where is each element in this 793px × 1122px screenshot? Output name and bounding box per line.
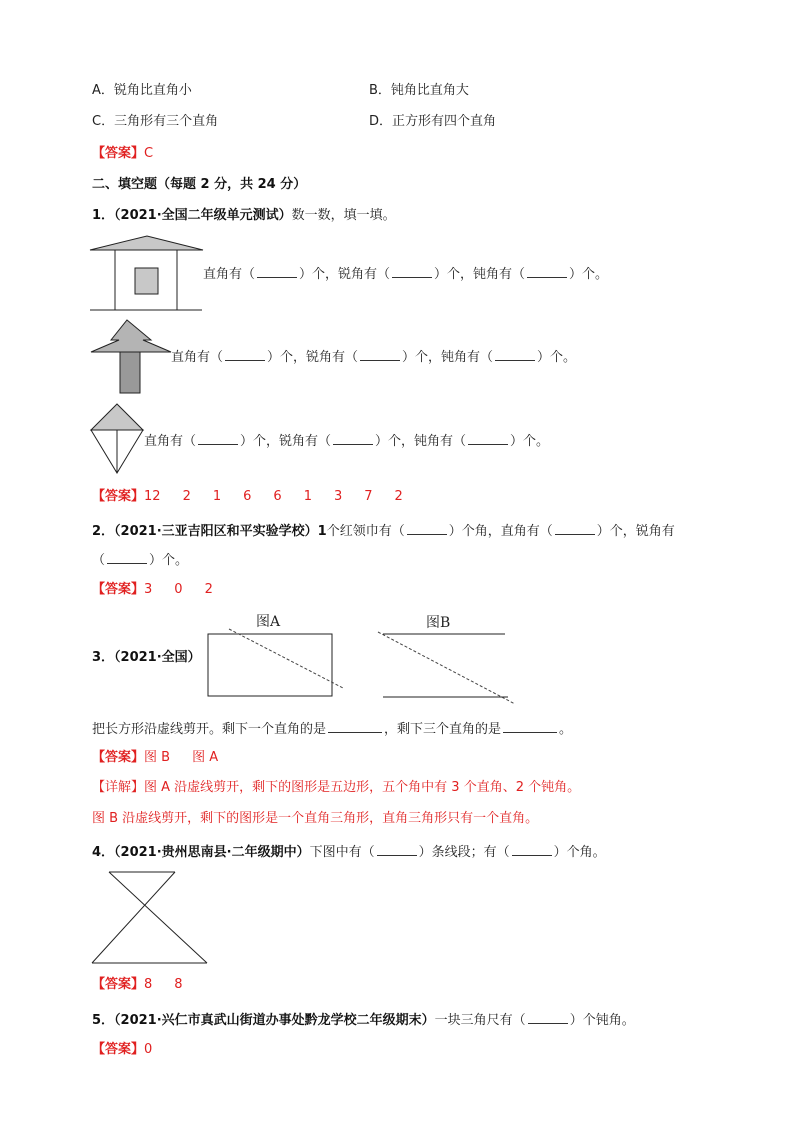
answer-value: 0 [144, 1042, 153, 1057]
q4-line [92, 843, 606, 861]
q2-number: 2． [92, 524, 115, 539]
answer-tag: 【答案】 [92, 146, 145, 161]
q1-answer [92, 489, 403, 505]
hourglass-diag-2 [92, 872, 175, 963]
q2-text: ）个。 [149, 553, 189, 568]
q2-source: （2021·三亚吉阳区和平实验学校） [114, 524, 318, 539]
q4-number: 4． [92, 845, 115, 860]
answer-tag: 【答案】 [92, 750, 145, 765]
q1-number: 1． [92, 208, 115, 223]
q2-text: （ [92, 553, 106, 568]
blank-field[interactable] [555, 522, 595, 535]
answer-value: 8 [144, 977, 153, 992]
q3-number: 3． [92, 650, 115, 665]
q5-text: 一块三角尺有（ [434, 1013, 526, 1028]
q4-text: ）条线段；有（ [418, 845, 510, 860]
q5-line [92, 1011, 635, 1029]
choice-letter: C． [92, 114, 115, 129]
choice-text: 钝角比直角大 [390, 83, 469, 98]
choice-text: 锐角比直角小 [113, 83, 192, 98]
answer-value: 1 [303, 489, 312, 504]
kite-top [91, 404, 143, 430]
answer-value: 2 [182, 489, 191, 504]
answer-value: 2 [394, 489, 403, 504]
answer-tag: 【答案】 [92, 1042, 145, 1057]
q4-text: ）个角。 [553, 845, 606, 860]
blank-field[interactable] [225, 348, 265, 361]
q3-text: 。 [559, 722, 573, 737]
q1-text: ）个，钝角有（ [375, 434, 467, 449]
q5-number: 5． [92, 1013, 115, 1028]
blank-field[interactable] [257, 265, 297, 278]
q1-text: ）个，钝角有（ [434, 267, 526, 282]
q2-line2 [92, 551, 188, 569]
blank-field[interactable] [377, 843, 417, 856]
q3-text: 把长方形沿虚线剪开。剩下一个直角的是 [92, 722, 327, 737]
q3-header [92, 650, 201, 666]
tree-trunk [120, 352, 140, 393]
q3-detail-1 [92, 780, 580, 796]
choice-letter: A． [92, 83, 114, 98]
answer-value: 图 A [192, 750, 219, 765]
answer-value: 8 [174, 977, 183, 992]
fig-b-cut [378, 632, 515, 704]
q1-text: ）个，锐角有（ [240, 434, 332, 449]
q4-answer [92, 977, 183, 993]
answer-tag: 【答案】 [92, 977, 145, 992]
blank-field[interactable] [495, 348, 535, 361]
blank-field[interactable] [392, 265, 432, 278]
q1-row-kite [144, 432, 549, 450]
answer-tag: 【答案】 [92, 582, 145, 597]
answer-value: 12 [144, 489, 161, 504]
blank-field[interactable] [198, 432, 238, 445]
q1-text: 直角有（ [171, 350, 224, 365]
blank-field[interactable] [527, 265, 567, 278]
blank-field[interactable] [528, 1011, 568, 1024]
figure-b-label: 图B [426, 615, 451, 631]
house-window [135, 268, 158, 294]
tree-crown [91, 320, 171, 352]
q1-text: ）个，锐角有（ [299, 267, 391, 282]
answer-value: 7 [364, 489, 373, 504]
answer-value: 1 [212, 489, 222, 504]
house-roof [90, 236, 203, 250]
answer-value: 2 [204, 582, 213, 597]
figure-a-label: 图A [256, 614, 281, 630]
q4-text: 下图中有（ [309, 845, 375, 860]
q1-text: ）个，钝角有（ [402, 350, 494, 365]
choice-letter: D． [369, 114, 393, 129]
choice-letter: B． [369, 83, 391, 98]
q3-source: （2021·全国） [114, 650, 201, 665]
q2-text: ）个角，直角有（ [448, 524, 553, 539]
section-title: 二、填空题（每题 2 分，共 24 分） [92, 177, 307, 192]
answer-value: 0 [174, 582, 183, 597]
blank-field[interactable] [512, 843, 552, 856]
q3-prompt [92, 720, 572, 738]
detail-text: 图 A 沿虚线剪开，剩下的图形是五边形，五个角中有 3 个直角、2 个钝角。 [144, 780, 581, 795]
answer-value: 3 [144, 582, 153, 597]
blank-field[interactable] [407, 522, 447, 535]
q4-source: （2021·贵州思南县·二年级期中） [114, 845, 310, 860]
blank-field[interactable] [503, 720, 557, 733]
q2-line1 [92, 522, 675, 540]
answer-value: 图 B [144, 750, 171, 765]
answer-value: 6 [243, 489, 252, 504]
detail-tag: 【详解】 [92, 780, 145, 795]
q1-text: 直角有（ [144, 434, 197, 449]
hourglass-diag-1 [109, 872, 207, 963]
q1-prompt: 数一数，填一填。 [291, 208, 396, 223]
q3-text: ，剩下三个直角的是 [384, 722, 502, 737]
blank-field[interactable] [107, 551, 147, 564]
q2-answer [92, 582, 213, 598]
q1-row-house [203, 265, 608, 283]
q1-text: 直角有（ [203, 267, 256, 282]
choice-text: 正方形有四个直角 [392, 114, 497, 129]
q2-text: ）个，锐角有 [596, 524, 675, 539]
q1-source: （2021·全国二年级单元测试） [114, 208, 292, 223]
q1-text: ）个。 [510, 434, 550, 449]
choice-text: 三角形有三个直角 [114, 114, 219, 129]
blank-field[interactable] [468, 432, 508, 445]
q1-text: ）个。 [569, 267, 609, 282]
blank-field[interactable] [333, 432, 373, 445]
q2-text: 个红领巾有（ [326, 524, 405, 539]
q1-text: ）个，锐角有（ [267, 350, 359, 365]
fig-a-rect [208, 634, 332, 696]
q3-answer [92, 750, 218, 766]
q2-lead: 1 [317, 524, 327, 539]
blank-field[interactable] [360, 348, 400, 361]
blank-field[interactable] [328, 720, 382, 733]
fig-a-cut [229, 629, 343, 688]
answer-tag: 【答案】 [92, 489, 145, 504]
answer-value: 3 [333, 489, 343, 504]
answer-value: C [144, 146, 154, 161]
q5-source: （2021·兴仁市真武山街道办事处黔龙学校二年级期末） [114, 1013, 435, 1028]
q1-text: ）个。 [537, 350, 577, 365]
q3-detail-2: 图 B 沿虚线剪开，剩下的图形是一个直角三角形，直角三角形只有一个直角。 [92, 811, 539, 826]
q5-text: ）个钝角。 [569, 1013, 635, 1028]
q1-row-tree [171, 348, 576, 366]
answer-value: 6 [273, 489, 282, 504]
q5-answer [92, 1042, 152, 1058]
